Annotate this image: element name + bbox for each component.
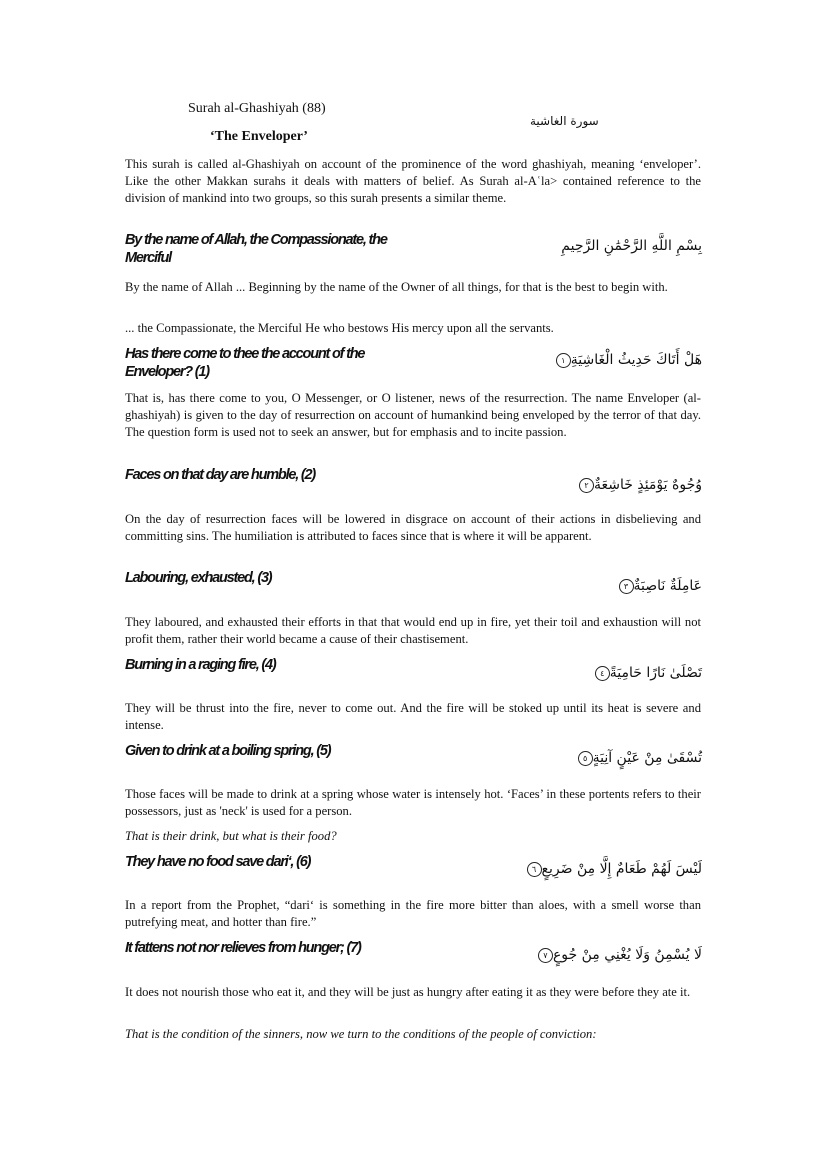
verse-5-arabic-text: تُسْقَىٰ مِنْ عَيْنٍ آنِيَةٍ <box>592 750 702 766</box>
verse-4-translation: Burning in a raging fire, (4) <box>125 657 276 673</box>
verse-2-arabic-text: وُجُوهٌ يَوْمَئِذٍ خَاشِعَةٌ <box>594 477 702 493</box>
verse-1-translation: Has there come to thee the account of the Enveloper? (1) <box>125 346 365 380</box>
verse-4-commentary: They will be thrust into the fire, never to come out. And the fire will be stoked up until its heat is severe and intense. <box>125 701 701 732</box>
verse-6-arabic <box>524 861 702 877</box>
arabic-surah-title: سورة الغاشية <box>530 114 599 128</box>
verse-6-translation: They have no food save dari‘, (6) <box>125 854 311 870</box>
basmala-arabic: بِسْمِ اللَّهِ الرَّحْمَٰنِ الرَّحِيمِ <box>561 238 702 254</box>
verse-7-commentary: It does not nourish those who eat it, and they will be just as hungry after eating it as they were before they ate it. <box>125 985 691 999</box>
verse-5-commentary: Those faces will be made to drink at a spring whose water is intensely hot. ‘Faces’ in these portents refers to their possessors, just as 'neck' is used for a person. <box>125 787 701 818</box>
verse-2-translation: Faces on that day are humble, (2) <box>125 467 316 483</box>
verse-1-commentary: That is, has there come to you, O Messenger, or O listener, news of the resurrection. The name Enveloper (al-ghashiyah) is given to the day of resurrection on account of humankind being enveloped by the terror of that day. The question form is used not to seek an answer, but for emphasis and to incite passion. <box>125 391 701 439</box>
verse-5-arabic <box>575 750 702 766</box>
verse-number-marker: ٦ <box>527 862 542 877</box>
verse-number-marker: ٣ <box>619 579 634 594</box>
verse-7-arabic <box>535 947 702 963</box>
basmala-comment-1: By the name of Allah ... Beginning by the name of the Owner of all things, for that is the best to begin with. <box>125 280 668 294</box>
verse-number-marker: ٢ <box>579 478 594 493</box>
verse-3-translation: Labouring, exhausted, (3) <box>125 570 272 586</box>
verse-6-arabic-text: لَيْسَ لَهُمْ طَعَامٌ إِلَّا مِنْ ضَرِيعٍ <box>541 861 702 877</box>
verse-4-arabic-text: تَصْلَىٰ نَارًا حَامِيَةً <box>609 665 702 681</box>
verse-3-arabic-text: عَامِلَةٌ نَاصِبَةٌ <box>633 578 702 594</box>
verse-3-arabic <box>616 578 703 594</box>
verse-number-marker: ٧ <box>538 948 553 963</box>
verse-number-marker: ٥ <box>578 751 593 766</box>
intro-paragraph: This surah is called al-Ghashiyah on account of the prominence of the word ghashiyah, meaning ‘enveloper’. Like the other Makkan surahs it deals with matters of belief. As Surah al-Aʿla> contained reference to the division of mankind into two groups, so this surah presents a similar theme. <box>125 157 701 205</box>
basmala-comment-2: ... the Compassionate, the Merciful He who bestows His mercy upon all the servants. <box>125 321 554 335</box>
verse-6-commentary: In a report from the Prophet, “dari‘ is something in the fire more bitter than aloes, with a smell worse than putrefying meat, and hotter than fire.” <box>125 898 701 929</box>
verse-2-commentary: On the day of resurrection faces will be lowered in disgrace on account of their actions in disbelieving and committing sins. The humiliation is attributed to faces since that is where it will be apparent. <box>125 512 701 543</box>
basmala-verse: By the name of Allah, the Compassionate, the Merciful <box>125 232 387 266</box>
verse-7-arabic-text: لَا يُسْمِنُ وَلَا يُغْنِي مِنْ جُوعٍ <box>552 947 702 963</box>
surah-subtitle: ‘The Enveloper’ <box>210 129 308 144</box>
verse-2-arabic <box>576 477 702 493</box>
verse-5-bridge-text: That is their drink, but what is their food? <box>125 829 337 843</box>
verse-5-translation: Given to drink at a boiling spring, (5) <box>125 743 331 759</box>
surah-title: Surah al-Ghashiyah (88) <box>188 101 326 116</box>
verse-1-arabic-text: هَلْ أَتَاكَ حَدِيثُ الْغَاشِيَةِ <box>570 352 702 368</box>
verse-1-arabic <box>553 352 702 368</box>
verse-number-marker: ٤ <box>595 666 610 681</box>
verse-4-arabic <box>592 665 702 681</box>
verse-3-commentary: They laboured, and exhausted their efforts in that that would end up in fire, yet their toil and exhaustion will not profit them, rather their world became a cause of their chastisement. <box>125 615 701 646</box>
closing-transition-text: That is the condition of the sinners, now we turn to the conditions of the people of conviction: <box>125 1027 597 1041</box>
verse-7-translation: It fattens not nor relieves from hunger; (7) <box>125 940 361 956</box>
verse-number-marker: ١ <box>556 353 571 368</box>
